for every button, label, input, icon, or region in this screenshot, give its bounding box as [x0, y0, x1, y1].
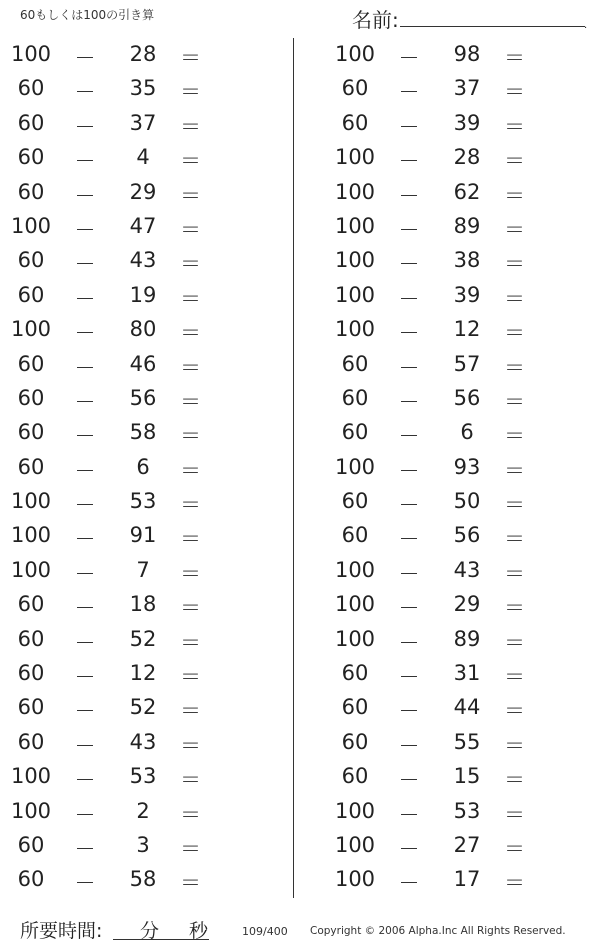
minuend: 60	[17, 110, 45, 135]
minuend: 100	[10, 557, 52, 582]
equals-sign: ＝	[180, 699, 201, 724]
minus-sign: －	[398, 424, 420, 449]
subtrahend: 46	[129, 351, 157, 376]
time-taken-label: 所要時間:	[20, 920, 103, 942]
problem-row	[324, 656, 600, 690]
problem-row	[324, 518, 600, 552]
equals-sign: ＝	[180, 836, 201, 861]
subtrahend: 98	[453, 42, 481, 66]
problem-row	[324, 862, 600, 896]
equals-sign: ＝	[504, 149, 525, 174]
subtrahend: 62	[453, 179, 481, 204]
problem-row	[0, 415, 290, 449]
problem-row	[0, 656, 290, 690]
equals-sign: ＝	[504, 217, 525, 242]
subtrahend: 47	[129, 213, 157, 238]
minuend: 100	[334, 317, 376, 342]
minuend: 60	[17, 179, 45, 204]
problem-row	[324, 209, 600, 243]
minuend: 100	[334, 179, 376, 204]
minus-sign: －	[74, 149, 96, 174]
minus-sign: －	[74, 871, 96, 896]
minuend: 100	[10, 489, 52, 514]
minus-sign: －	[74, 217, 96, 242]
problem-row	[324, 725, 600, 759]
equals-sign: ＝	[504, 836, 525, 861]
right-problem-column	[324, 37, 600, 897]
minuend: 60	[341, 695, 369, 720]
minus-sign: －	[398, 458, 420, 483]
equals-sign: ＝	[504, 768, 525, 793]
subtrahend: 56	[453, 523, 481, 548]
minuend: 60	[17, 420, 45, 445]
minuend: 60	[341, 76, 369, 101]
equals-sign: ＝	[180, 871, 201, 896]
minus-sign: －	[398, 389, 420, 414]
subtrahend: 89	[453, 626, 481, 651]
minus-sign: －	[398, 321, 420, 346]
minuend: 100	[334, 557, 376, 582]
equals-sign: ＝	[180, 252, 201, 277]
equals-sign: ＝	[504, 286, 525, 311]
problem-row	[324, 312, 600, 346]
subtrahend: 7	[136, 557, 150, 582]
subtrahend: 28	[129, 42, 157, 66]
minus-sign: －	[398, 596, 420, 621]
minus-sign: －	[74, 355, 96, 380]
equals-sign: ＝	[180, 630, 201, 655]
problem-row	[324, 140, 600, 174]
minuend: 60	[341, 351, 369, 376]
minuend: 100	[334, 867, 376, 892]
equals-sign: ＝	[504, 630, 525, 655]
left-problem-column	[0, 37, 290, 897]
subtrahend: 56	[129, 385, 157, 410]
minuend: 100	[10, 317, 52, 342]
subtrahend: 12	[453, 317, 481, 342]
problem-row	[324, 347, 600, 381]
minus-sign: －	[398, 149, 420, 174]
problem-row	[0, 690, 290, 724]
minuend: 60	[341, 385, 369, 410]
minus-sign: －	[74, 458, 96, 483]
minus-sign: －	[74, 768, 96, 793]
minuend: 60	[17, 695, 45, 720]
minus-sign: －	[398, 527, 420, 552]
minus-sign: －	[398, 665, 420, 690]
minuend: 100	[334, 798, 376, 823]
subtrahend: 53	[129, 764, 157, 789]
minus-sign: －	[398, 733, 420, 758]
problem-row	[0, 553, 290, 587]
minuend: 100	[10, 213, 52, 238]
problem-row	[324, 450, 600, 484]
subtrahend: 39	[453, 282, 481, 307]
equals-sign: ＝	[180, 561, 201, 586]
problem-row	[0, 175, 290, 209]
subtrahend: 53	[453, 798, 481, 823]
subtrahend: 18	[129, 592, 157, 617]
page-number: 109/400	[242, 925, 288, 938]
subtrahend: 27	[453, 832, 481, 857]
subtrahend: 50	[453, 489, 481, 514]
problem-row	[324, 622, 600, 656]
subtrahend: 39	[453, 110, 481, 135]
equals-sign: ＝	[180, 183, 201, 208]
minus-sign: －	[74, 389, 96, 414]
minus-sign: －	[74, 114, 96, 139]
equals-sign: ＝	[504, 802, 525, 827]
name-end-dot: .	[584, 20, 588, 31]
equals-sign: ＝	[504, 355, 525, 380]
equals-sign: ＝	[180, 355, 201, 380]
minus-sign: －	[74, 802, 96, 827]
equals-sign: ＝	[504, 493, 525, 518]
minus-sign: －	[398, 493, 420, 518]
minus-sign: －	[74, 561, 96, 586]
minus-sign: －	[74, 252, 96, 277]
equals-sign: ＝	[504, 561, 525, 586]
name-blank-line[interactable]	[400, 26, 585, 27]
minuend: 60	[17, 729, 45, 754]
problem-row	[324, 759, 600, 793]
subtrahend: 43	[129, 248, 157, 273]
problem-row	[324, 415, 600, 449]
problem-row	[0, 312, 290, 346]
equals-sign: ＝	[180, 665, 201, 690]
minus-sign: －	[398, 46, 420, 70]
subtrahend: 31	[453, 661, 481, 686]
minuend: 60	[341, 661, 369, 686]
equals-sign: ＝	[504, 699, 525, 724]
minuend: 100	[334, 145, 376, 170]
minus-sign: －	[74, 699, 96, 724]
problem-row	[0, 347, 290, 381]
problem-row	[324, 278, 600, 312]
problem-row	[324, 243, 600, 277]
equals-sign: ＝	[180, 286, 201, 311]
minuend: 60	[17, 592, 45, 617]
equals-sign: ＝	[504, 80, 525, 105]
seconds-label: 秒	[189, 920, 209, 942]
minus-sign: －	[74, 183, 96, 208]
equals-sign: ＝	[504, 321, 525, 346]
subtrahend: 58	[129, 420, 157, 445]
subtrahend: 28	[453, 145, 481, 170]
problem-row	[324, 690, 600, 724]
problem-row	[0, 759, 290, 793]
equals-sign: ＝	[504, 733, 525, 758]
problem-row	[0, 243, 290, 277]
problem-row	[0, 381, 290, 415]
subtrahend: 4	[136, 145, 150, 170]
minuend: 60	[341, 523, 369, 548]
problem-row	[0, 140, 290, 174]
equals-sign: ＝	[504, 424, 525, 449]
minus-sign: －	[398, 561, 420, 586]
equals-sign: ＝	[180, 217, 201, 242]
minus-sign: －	[398, 80, 420, 105]
minuend: 60	[17, 385, 45, 410]
minus-sign: －	[74, 665, 96, 690]
minuend: 60	[341, 420, 369, 445]
equals-sign: ＝	[180, 46, 201, 70]
minuend: 60	[17, 76, 45, 101]
minuend: 100	[334, 592, 376, 617]
equals-sign: ＝	[504, 665, 525, 690]
minus-sign: －	[74, 527, 96, 552]
minus-sign: －	[74, 596, 96, 621]
equals-sign: ＝	[180, 596, 201, 621]
minuend: 100	[10, 42, 52, 66]
minuend: 100	[10, 764, 52, 789]
minuend: 60	[341, 110, 369, 135]
minus-sign: －	[74, 733, 96, 758]
subtrahend: 3	[136, 832, 150, 857]
minuend: 100	[10, 798, 52, 823]
equals-sign: ＝	[180, 321, 201, 346]
minuend: 100	[10, 523, 52, 548]
problem-row	[0, 862, 290, 896]
subtrahend: 43	[453, 557, 481, 582]
name-label: 名前:	[352, 8, 399, 32]
problem-row	[0, 106, 290, 140]
minuend: 60	[341, 729, 369, 754]
minuend: 60	[17, 454, 45, 479]
problem-row	[324, 587, 600, 621]
subtrahend: 29	[453, 592, 481, 617]
problem-row	[0, 450, 290, 484]
minuend: 60	[17, 282, 45, 307]
equals-sign: ＝	[504, 46, 525, 70]
minus-sign: －	[74, 286, 96, 311]
subtrahend: 55	[453, 729, 481, 754]
minus-sign: －	[398, 286, 420, 311]
minuend: 100	[334, 248, 376, 273]
subtrahend: 56	[453, 385, 481, 410]
problem-row	[0, 794, 290, 828]
problem-row	[0, 278, 290, 312]
equals-sign: ＝	[180, 114, 201, 139]
minuend: 100	[334, 282, 376, 307]
equals-sign: ＝	[180, 733, 201, 758]
subtrahend: 6	[460, 420, 474, 445]
equals-sign: ＝	[180, 458, 201, 483]
subtrahend: 35	[129, 76, 157, 101]
problem-row	[324, 175, 600, 209]
problem-row	[324, 828, 600, 862]
subtrahend: 44	[453, 695, 481, 720]
minuend: 60	[17, 351, 45, 376]
minus-sign: －	[74, 493, 96, 518]
subtrahend: 12	[129, 661, 157, 686]
minuend: 100	[334, 626, 376, 651]
minuend: 60	[17, 832, 45, 857]
subtrahend: 37	[453, 76, 481, 101]
subtrahend: 15	[453, 764, 481, 789]
worksheet-title: 60もしくは100の引き算	[20, 8, 155, 22]
equals-sign: ＝	[504, 596, 525, 621]
minus-sign: －	[74, 836, 96, 861]
subtrahend: 19	[129, 282, 157, 307]
equals-sign: ＝	[504, 871, 525, 896]
problem-row	[0, 71, 290, 105]
subtrahend: 58	[129, 867, 157, 892]
subtrahend: 37	[129, 110, 157, 135]
problem-row	[0, 484, 290, 518]
minuend: 100	[334, 454, 376, 479]
minuend: 60	[17, 145, 45, 170]
subtrahend: 17	[453, 867, 481, 892]
minus-sign: －	[398, 114, 420, 139]
equals-sign: ＝	[504, 183, 525, 208]
subtrahend: 89	[453, 213, 481, 238]
minuend: 100	[334, 832, 376, 857]
minus-sign: －	[398, 630, 420, 655]
minus-sign: －	[74, 80, 96, 105]
minuend: 60	[17, 867, 45, 892]
subtrahend: 38	[453, 248, 481, 273]
problem-row	[0, 725, 290, 759]
equals-sign: ＝	[504, 527, 525, 552]
subtrahend: 29	[129, 179, 157, 204]
minus-sign: －	[398, 768, 420, 793]
subtrahend: 57	[453, 351, 481, 376]
problem-row	[324, 381, 600, 415]
minus-sign: －	[74, 46, 96, 70]
problem-row	[324, 794, 600, 828]
equals-sign: ＝	[180, 424, 201, 449]
minus-sign: －	[398, 183, 420, 208]
equals-sign: ＝	[180, 527, 201, 552]
minuend: 100	[334, 42, 376, 66]
minus-sign: －	[398, 355, 420, 380]
minus-sign: －	[74, 424, 96, 449]
subtrahend: 6	[136, 454, 150, 479]
column-divider	[293, 38, 294, 898]
subtrahend: 52	[129, 626, 157, 651]
minus-sign: －	[398, 217, 420, 242]
minuend: 60	[341, 489, 369, 514]
minus-sign: －	[398, 871, 420, 896]
equals-sign: ＝	[504, 114, 525, 139]
minuend: 60	[17, 248, 45, 273]
problem-row	[0, 622, 290, 656]
equals-sign: ＝	[180, 80, 201, 105]
problem-row	[0, 587, 290, 621]
equals-sign: ＝	[180, 493, 201, 518]
equals-sign: ＝	[180, 389, 201, 414]
problem-row	[324, 71, 600, 105]
minus-sign: －	[398, 699, 420, 724]
minus-sign: －	[398, 802, 420, 827]
equals-sign: ＝	[180, 802, 201, 827]
problem-row	[0, 828, 290, 862]
equals-sign: ＝	[504, 252, 525, 277]
subtrahend: 2	[136, 798, 150, 823]
minutes-label: 分	[140, 920, 160, 942]
copyright-notice: Copyright © 2006 Alpha.Inc All Rights Reserved.	[310, 925, 566, 937]
equals-sign: ＝	[504, 458, 525, 483]
minuend: 60	[17, 626, 45, 651]
minus-sign: －	[398, 836, 420, 861]
minus-sign: －	[398, 252, 420, 277]
subtrahend: 52	[129, 695, 157, 720]
minuend: 100	[334, 213, 376, 238]
subtrahend: 53	[129, 489, 157, 514]
minuend: 60	[341, 764, 369, 789]
problem-row	[324, 553, 600, 587]
subtrahend: 80	[129, 317, 157, 342]
minus-sign: －	[74, 630, 96, 655]
subtrahend: 93	[453, 454, 481, 479]
subtrahend: 91	[129, 523, 157, 548]
minuend: 60	[17, 661, 45, 686]
problem-row	[0, 209, 290, 243]
minus-sign: －	[74, 321, 96, 346]
equals-sign: ＝	[180, 768, 201, 793]
subtrahend: 43	[129, 729, 157, 754]
problem-row	[0, 37, 290, 71]
equals-sign: ＝	[504, 389, 525, 414]
problem-row	[324, 484, 600, 518]
problem-row	[324, 106, 600, 140]
problem-row	[0, 518, 290, 552]
equals-sign: ＝	[180, 149, 201, 174]
problem-row	[324, 37, 600, 71]
